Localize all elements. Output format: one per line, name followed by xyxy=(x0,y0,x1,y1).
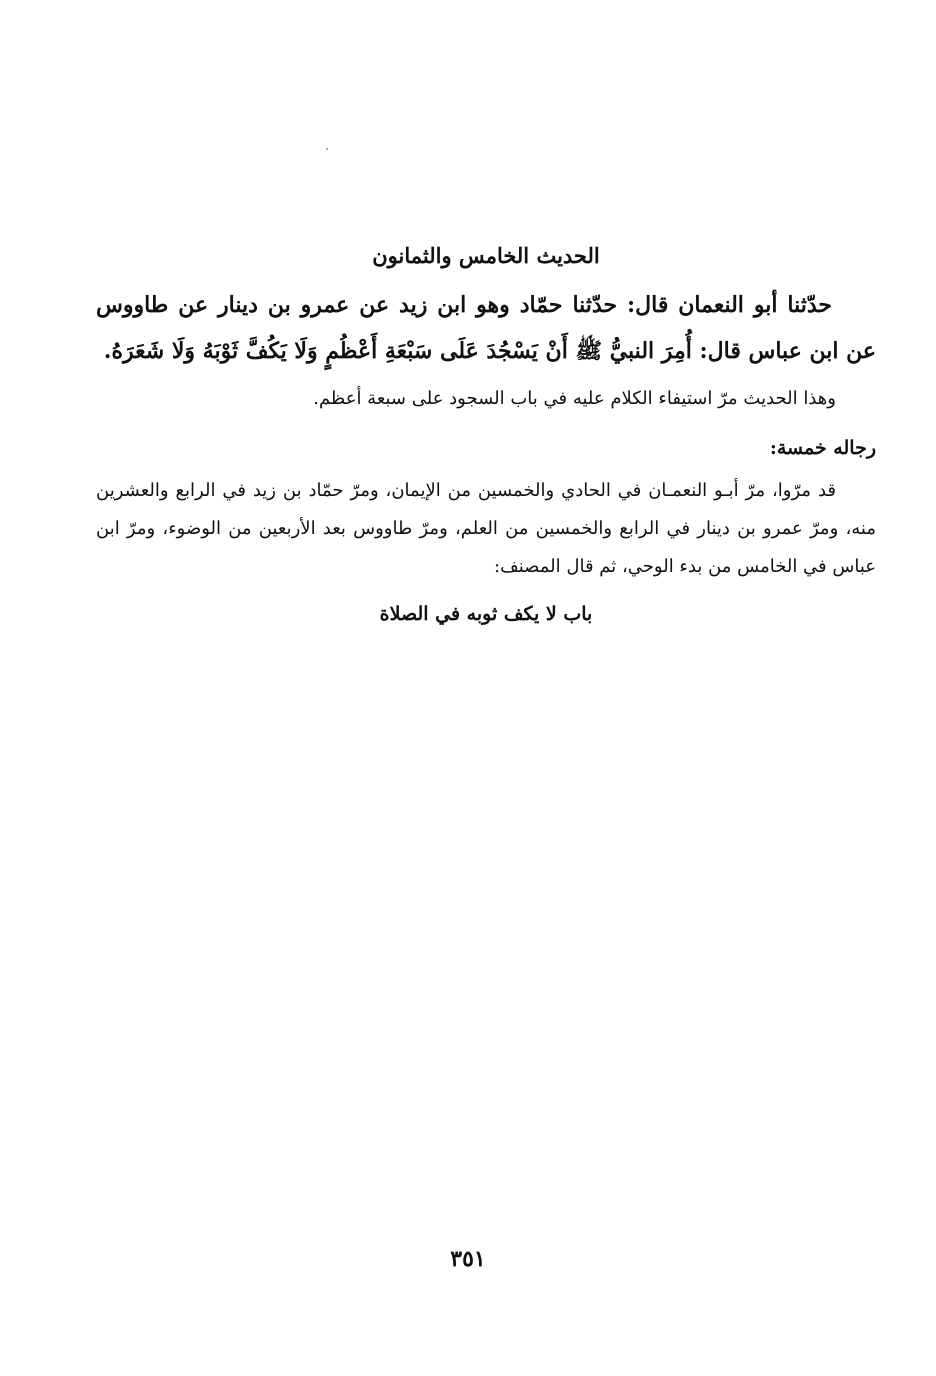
scan-speck xyxy=(326,148,328,150)
hadith-paragraph xyxy=(96,282,876,374)
chapter-title: باب لا يكف ثوبه في الصلاة xyxy=(379,603,593,625)
narrators-text: قد مرّوا، مرّ أبـو النعمـان في الحادي والخمسين من الإيمان، ومرّ حمّاد بن زيد في الرابع والعشرين منه، ومرّ عمرو بن دينار في الرابع والخمسين من العلم، ومرّ طاووس بعد الأربعين من الوضوء، ومرّ ابن عباس في الخامس من بدء الوحي، ثم قال المصنف: xyxy=(96,480,876,577)
hadith-text: أُمِرَ النبيُّ ﷺ أَنْ يَسْجُدَ عَلَى سَبْعَةِ أَعْظُمٍ وَلَا يَكُفَّ ثَوْبَهُ وَلَا شَعَرَهُ. xyxy=(103,338,692,364)
hadith-chain: حدّثنا أبو النعمان قال: حدّثنا حمّاد وهو ابن زيد عن عمرو بن دينار عن طاووس عن ابن عباس قال: xyxy=(96,292,876,364)
hadith-heading: الحديث الخامس والثمانون xyxy=(372,243,600,268)
narrators-paragraph xyxy=(96,472,876,586)
narrators-heading: رجاله خمسة: xyxy=(769,437,876,459)
page-number: ٣٥١ xyxy=(450,1246,486,1272)
page-content xyxy=(96,234,876,634)
hadith-note: وهذا الحديث مرّ استيفاء الكلام عليه في باب السجود على سبعة أعظم. xyxy=(313,388,836,409)
